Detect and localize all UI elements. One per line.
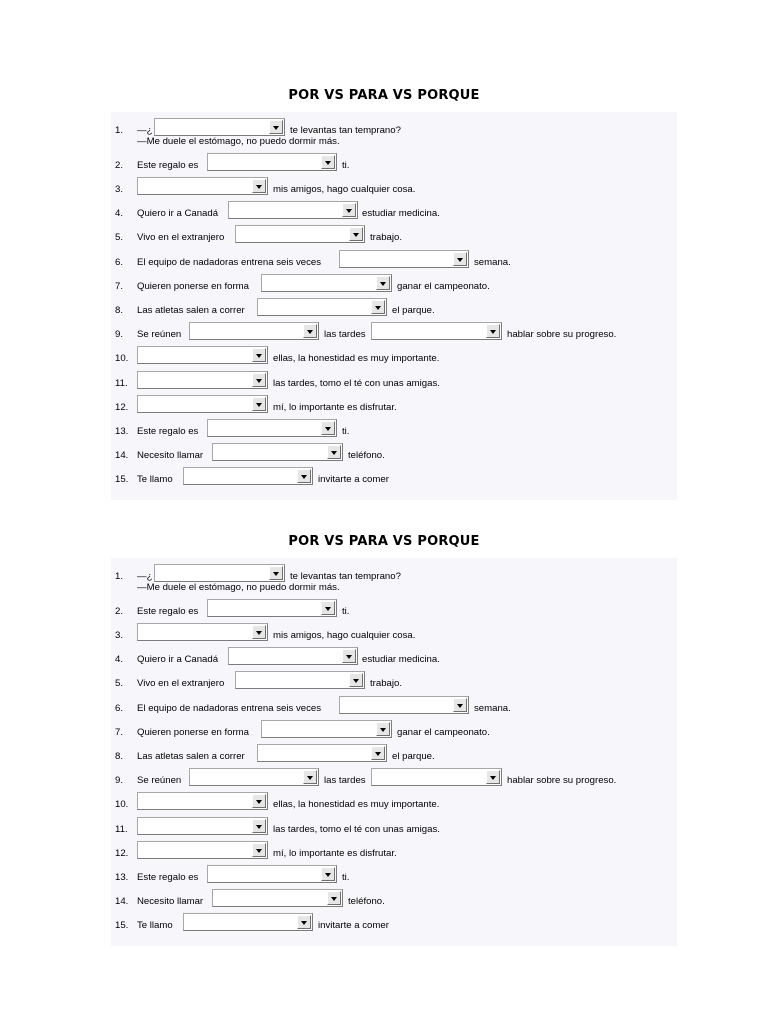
chevron-down-icon[interactable] [252, 373, 266, 387]
worksheet [0, 88, 768, 558]
item-text-after: ti. [342, 160, 350, 171]
item-text-after: las tardes, tomo el té con unas amigas. [273, 378, 440, 389]
item-text-after: el parque. [392, 751, 435, 762]
item-text-middle: las tardes [324, 329, 366, 340]
item-text-after: ti. [342, 426, 350, 437]
chevron-down-icon[interactable] [327, 891, 341, 905]
item-text-after: teléfono. [348, 450, 385, 461]
item-text-before: Este regalo es [137, 160, 199, 171]
item-text-before: Vivo en el extranjero [137, 232, 225, 243]
chevron-down-icon[interactable] [321, 867, 335, 881]
chevron-down-icon[interactable] [321, 155, 335, 169]
chevron-down-icon[interactable] [269, 566, 283, 580]
item-number: 15. [115, 920, 129, 931]
item-text-after: mis amigos, hago cualquier cosa. [273, 630, 416, 641]
chevron-down-icon[interactable] [252, 179, 266, 193]
item-text-before: Se reúnen [137, 329, 182, 340]
answer-dropdown[interactable] [257, 298, 387, 316]
answer-dropdown[interactable] [137, 623, 268, 641]
item-number: 5. [115, 232, 124, 243]
item-text-before: Las atletas salen a correr [137, 751, 245, 762]
item-text-after: ti. [342, 872, 350, 883]
item-text-after: trabajo. [370, 232, 402, 243]
item-number: 8. [115, 305, 124, 316]
item-number: 2. [115, 606, 124, 617]
chevron-down-icon[interactable] [303, 324, 317, 338]
answer-dropdown[interactable] [339, 250, 469, 268]
item-text-after: estudiar medicina. [362, 654, 440, 665]
chevron-down-icon[interactable] [349, 227, 363, 241]
item-text-after: hablar sobre su progreso. [507, 329, 617, 340]
item-text-before: Vivo en el extranjero [137, 678, 225, 689]
chevron-down-icon[interactable] [303, 770, 317, 784]
item-text-before: Necesito llamar [137, 896, 204, 907]
item-text-after: mí, lo importante es disfrutar. [273, 402, 397, 413]
chevron-down-icon[interactable] [297, 915, 311, 929]
item-text-before: El equipo de nadadoras entrena seis veces [137, 257, 322, 268]
item-text-before: —¿ [137, 125, 153, 136]
chevron-down-icon[interactable] [252, 348, 266, 362]
answer-dropdown[interactable] [154, 564, 285, 582]
chevron-down-icon[interactable] [297, 469, 311, 483]
item-number: 12. [115, 848, 129, 859]
item-text-after: te levantas tan temprano? [290, 125, 401, 136]
item-number: 11. [115, 378, 128, 389]
item-text-after: ganar el campeonato. [397, 727, 490, 738]
answer-dropdown[interactable] [212, 889, 343, 907]
item-text-after: te levantas tan temprano? [290, 571, 401, 582]
worksheet-title: POR VS PARA VS PORQUE [288, 534, 480, 549]
item-text-before: Te llamo [137, 474, 173, 485]
worksheet-title: POR VS PARA VS PORQUE [288, 88, 480, 103]
item-text-middle: las tardes [324, 775, 366, 786]
item-text-before: Quiero ir a Canadá [137, 654, 219, 665]
item-text-before: Este regalo es [137, 426, 199, 437]
chevron-down-icon[interactable] [342, 649, 356, 663]
item-text-after: semana. [474, 257, 511, 268]
answer-dropdown[interactable] [137, 177, 268, 195]
answer-dropdown[interactable] [207, 599, 337, 617]
answer-dropdown[interactable] [228, 647, 358, 665]
item-text-before: Quiero ir a Canadá [137, 208, 219, 219]
item-text-after: ellas, la honestidad es muy importante. [273, 799, 440, 810]
answer-dropdown[interactable] [207, 865, 337, 883]
item-text-after: mí, lo importante es disfrutar. [273, 848, 397, 859]
chevron-down-icon[interactable] [252, 819, 266, 833]
item-text-before: —¿ [137, 571, 153, 582]
item-text-after: hablar sobre su progreso. [507, 775, 617, 786]
answer-dropdown[interactable] [207, 419, 337, 437]
item-number: 12. [115, 402, 129, 413]
item-text-after: invitarte a comer [318, 474, 389, 485]
item-text-after: ellas, la honestidad es muy importante. [273, 353, 440, 364]
item-number: 11. [115, 824, 128, 835]
item-number: 9. [115, 775, 124, 786]
answer-dropdown[interactable] [137, 371, 268, 389]
chevron-down-icon[interactable] [269, 120, 283, 134]
item-number: 6. [115, 703, 124, 714]
chevron-down-icon[interactable] [376, 276, 390, 290]
item-text-after: el parque. [392, 305, 435, 316]
chevron-down-icon[interactable] [342, 203, 356, 217]
item-response-line: —Me duele el estómago, no puedo dormir más. [137, 582, 340, 593]
item-text-after: teléfono. [348, 896, 385, 907]
item-text-before: Este regalo es [137, 872, 199, 883]
answer-dropdown[interactable] [189, 322, 319, 340]
item-number: 5. [115, 678, 124, 689]
answer-dropdown[interactable] [261, 274, 392, 292]
chevron-down-icon[interactable] [371, 300, 385, 314]
item-number: 4. [115, 208, 124, 219]
item-number: 15. [115, 474, 129, 485]
chevron-down-icon[interactable] [321, 601, 335, 615]
answer-dropdown[interactable] [189, 768, 319, 786]
chevron-down-icon[interactable] [453, 252, 467, 266]
chevron-down-icon[interactable] [252, 625, 266, 639]
item-number: 10. [115, 799, 129, 810]
answer-dropdown[interactable] [207, 153, 337, 171]
item-text-before: Te llamo [137, 920, 173, 931]
answer-dropdown-second[interactable] [371, 322, 502, 340]
item-number: 14. [115, 896, 129, 907]
item-text-before: Quieren ponerse en forma [137, 727, 249, 738]
chevron-down-icon[interactable] [349, 673, 363, 687]
item-number: 7. [115, 727, 124, 738]
answer-dropdown[interactable] [212, 443, 343, 461]
chevron-down-icon[interactable] [453, 698, 467, 712]
answer-dropdown[interactable] [154, 118, 285, 136]
chevron-down-icon[interactable] [486, 324, 500, 338]
worksheet [0, 534, 768, 1004]
answer-dropdown[interactable] [257, 744, 387, 762]
item-response-line: —Me duele el estómago, no puedo dormir más. [137, 136, 340, 147]
answer-dropdown[interactable] [137, 346, 268, 364]
item-number: 14. [115, 450, 129, 461]
item-text-after: estudiar medicina. [362, 208, 440, 219]
item-text-after: ti. [342, 606, 350, 617]
item-text-before: Necesito llamar [137, 450, 204, 461]
answer-dropdown[interactable] [235, 225, 365, 243]
item-text-before: Este regalo es [137, 606, 199, 617]
item-number: 6. [115, 257, 124, 268]
item-text-before: Quieren ponerse en forma [137, 281, 249, 292]
item-text-after: mis amigos, hago cualquier cosa. [273, 184, 416, 195]
answer-dropdown[interactable] [183, 467, 313, 485]
answer-dropdown[interactable] [137, 792, 268, 810]
chevron-down-icon[interactable] [321, 421, 335, 435]
item-number: 1. [115, 571, 124, 582]
item-number: 1. [115, 125, 124, 136]
item-number: 2. [115, 160, 124, 171]
item-text-after: semana. [474, 703, 511, 714]
item-number: 9. [115, 329, 124, 340]
chevron-down-icon[interactable] [486, 770, 500, 784]
item-number: 13. [115, 872, 129, 883]
item-number: 3. [115, 630, 124, 641]
item-text-after: trabajo. [370, 678, 402, 689]
item-number: 3. [115, 184, 124, 195]
chevron-down-icon[interactable] [327, 445, 341, 459]
item-text-before: Se reúnen [137, 775, 182, 786]
item-number: 7. [115, 281, 124, 292]
item-text-after: las tardes, tomo el té con unas amigas. [273, 824, 440, 835]
item-number: 10. [115, 353, 129, 364]
answer-dropdown-second[interactable] [371, 768, 502, 786]
item-text-before: El equipo de nadadoras entrena seis veces [137, 703, 322, 714]
item-number: 13. [115, 426, 129, 437]
chevron-down-icon[interactable] [376, 722, 390, 736]
item-number: 8. [115, 751, 124, 762]
answer-dropdown[interactable] [261, 720, 392, 738]
item-text-before: Las atletas salen a correr [137, 305, 245, 316]
answer-dropdown[interactable] [339, 696, 469, 714]
answer-dropdown[interactable] [183, 913, 313, 931]
item-text-after: invitarte a comer [318, 920, 389, 931]
item-text-after: ganar el campeonato. [397, 281, 490, 292]
answer-dropdown[interactable] [137, 841, 268, 859]
answer-dropdown[interactable] [137, 817, 268, 835]
answer-dropdown[interactable] [137, 395, 268, 413]
answer-dropdown[interactable] [228, 201, 358, 219]
chevron-down-icon[interactable] [252, 843, 266, 857]
item-number: 4. [115, 654, 124, 665]
chevron-down-icon[interactable] [252, 794, 266, 808]
answer-dropdown[interactable] [235, 671, 365, 689]
chevron-down-icon[interactable] [371, 746, 385, 760]
chevron-down-icon[interactable] [252, 397, 266, 411]
